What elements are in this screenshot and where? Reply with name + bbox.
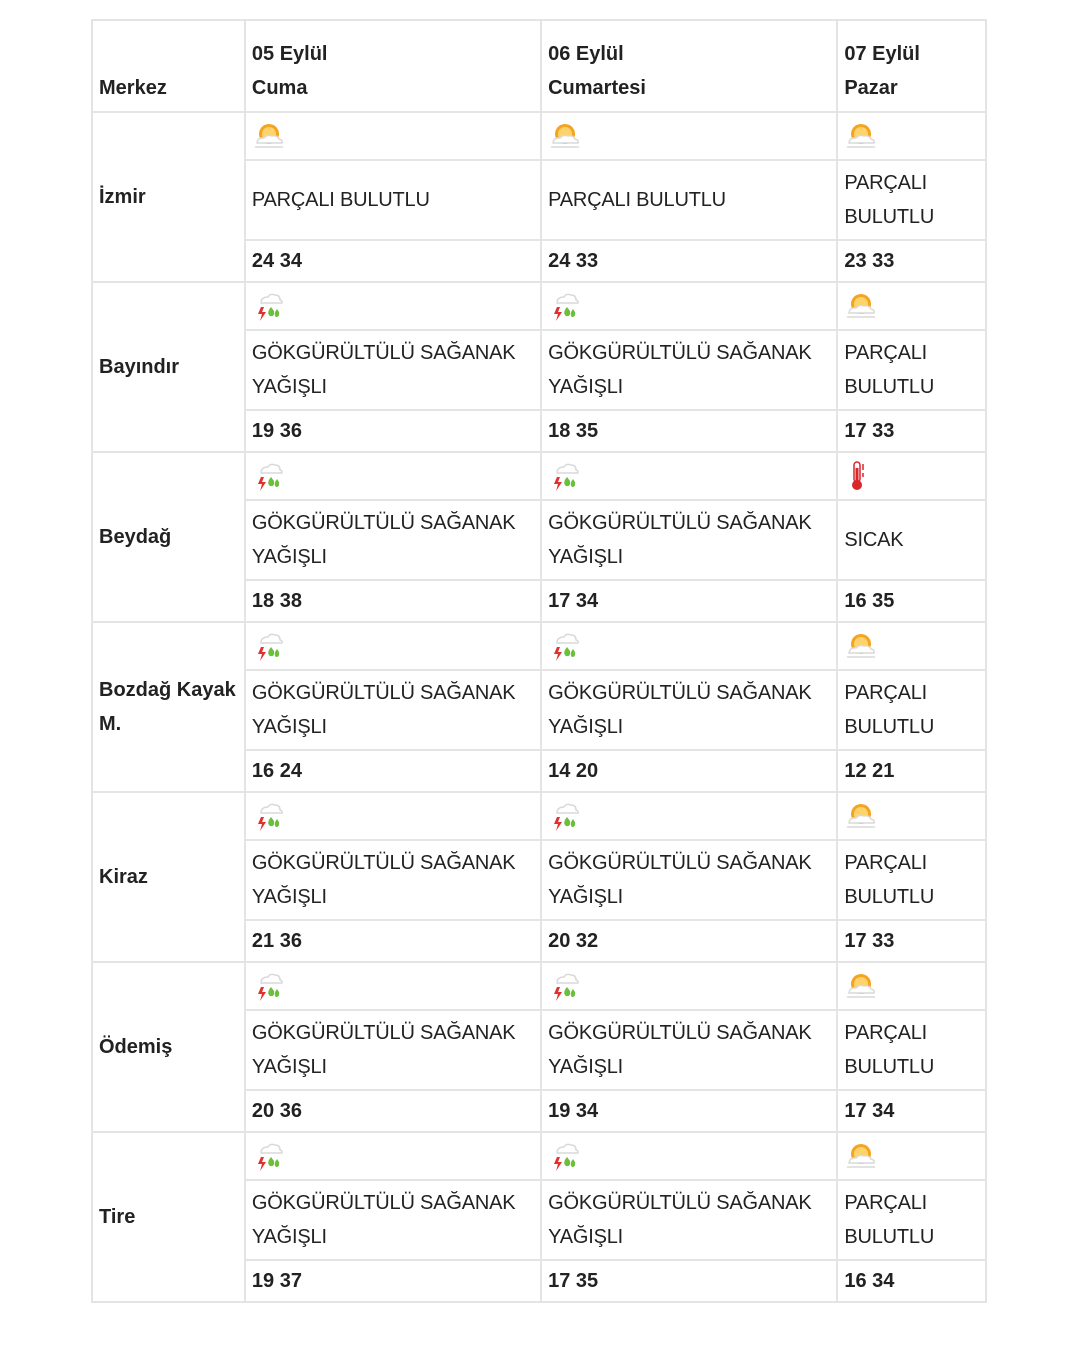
- thunderstorm-icon: [548, 969, 582, 1003]
- weather-description: PARÇALI BULUTLU: [837, 160, 986, 240]
- thunderstorm-icon: [252, 629, 286, 663]
- weather-icon-cell: [541, 962, 837, 1010]
- weather-icon-cell: [541, 282, 837, 330]
- temperature-range: 16 24: [245, 750, 541, 792]
- weather-description: PARÇALI BULUTLU: [245, 160, 541, 240]
- forecast-table: [91, 19, 987, 1303]
- weather-description: GÖKGÜRÜLTÜLÜ SAĞANAK YAĞIŞLI: [541, 330, 837, 410]
- city-name: Tire: [92, 1132, 245, 1302]
- weather-icon-cell: [245, 1132, 541, 1180]
- day-weekday: Pazar: [844, 77, 898, 99]
- weather-description: PARÇALI BULUTLU: [837, 670, 986, 750]
- weather-icon-cell: [541, 792, 837, 840]
- weather-description: PARÇALI BULUTLU: [837, 330, 986, 410]
- weather-description: GÖKGÜRÜLTÜLÜ SAĞANAK YAĞIŞLI: [245, 500, 541, 580]
- weather-icon-cell: [837, 452, 986, 500]
- forecast-icon-row: [92, 1132, 986, 1180]
- temperature-range: 24 33: [541, 240, 837, 282]
- thunderstorm-icon: [252, 1139, 286, 1173]
- temperature-range: 16 35: [837, 580, 986, 622]
- weather-icon-cell: [245, 452, 541, 500]
- weather-description: SICAK: [837, 500, 986, 580]
- temperature-range: 23 33: [837, 240, 986, 282]
- weather-icon-cell: [541, 622, 837, 670]
- weather-icon-cell: [245, 622, 541, 670]
- weather-description: GÖKGÜRÜLTÜLÜ SAĞANAK YAĞIŞLI: [245, 1180, 541, 1260]
- thunderstorm-icon: [252, 969, 286, 1003]
- weather-description: PARÇALI BULUTLU: [837, 840, 986, 920]
- weather-icon-cell: [837, 622, 986, 670]
- weather-description: GÖKGÜRÜLTÜLÜ SAĞANAK YAĞIŞLI: [541, 1180, 837, 1260]
- thunderstorm-icon: [252, 459, 286, 493]
- temperature-range: 16 34: [837, 1260, 986, 1302]
- temperature-range: 20 32: [541, 920, 837, 962]
- day-weekday: Cumartesi: [548, 77, 646, 99]
- weather-description: GÖKGÜRÜLTÜLÜ SAĞANAK YAĞIŞLI: [245, 840, 541, 920]
- weather-description: PARÇALI BULUTLU: [837, 1180, 986, 1260]
- partly-cloudy-icon: [844, 629, 878, 663]
- weather-icon-cell: [837, 1132, 986, 1180]
- temperature-range: 18 38: [245, 580, 541, 622]
- thunderstorm-icon: [548, 289, 582, 323]
- day-date: 05 Eylül: [251, 43, 328, 65]
- weather-icon-cell: [541, 112, 837, 160]
- partly-cloudy-icon: [844, 119, 878, 153]
- temperature-range: 20 36: [245, 1090, 541, 1132]
- temperature-range: 24 34: [245, 240, 541, 282]
- forecast-icon-row: [92, 622, 986, 670]
- weather-icon-cell: [245, 792, 541, 840]
- forecast-body: [92, 112, 986, 1302]
- city-column-header: Merkez: [92, 20, 245, 112]
- weather-icon-cell: [541, 1132, 837, 1180]
- weather-description: PARÇALI BULUTLU: [837, 1010, 986, 1090]
- weather-icon-cell: [541, 452, 837, 500]
- partly-cloudy-icon: [844, 799, 878, 833]
- weather-description: GÖKGÜRÜLTÜLÜ SAĞANAK YAĞIŞLI: [541, 500, 837, 580]
- weather-icon-cell: [245, 282, 541, 330]
- temperature-range: 17 34: [541, 580, 837, 622]
- forecast-icon-row: [92, 962, 986, 1010]
- city-name: Beydağ: [92, 452, 245, 622]
- temperature-range: 19 34: [541, 1090, 837, 1132]
- weather-icon-cell: [837, 792, 986, 840]
- hot-thermometer-icon: [844, 459, 878, 493]
- day-date: 07 Eylül: [844, 43, 920, 65]
- temperature-range: 17 35: [541, 1260, 837, 1302]
- weather-icon-cell: [245, 962, 541, 1010]
- partly-cloudy-icon: [252, 119, 286, 153]
- temperature-range: 19 36: [245, 410, 541, 452]
- weather-icon-cell: [837, 112, 986, 160]
- temperature-range: 18 35: [541, 410, 837, 452]
- partly-cloudy-icon: [844, 289, 878, 323]
- city-name: Ödemiş: [92, 962, 245, 1132]
- weather-description: GÖKGÜRÜLTÜLÜ SAĞANAK YAĞIŞLI: [541, 670, 837, 750]
- weather-description: GÖKGÜRÜLTÜLÜ SAĞANAK YAĞIŞLI: [245, 670, 541, 750]
- thunderstorm-icon: [548, 459, 582, 493]
- city-name: Bayındır: [92, 282, 245, 452]
- weather-icon-cell: [837, 962, 986, 1010]
- city-name: Kiraz: [92, 792, 245, 962]
- city-name: İzmir: [92, 112, 245, 282]
- temperature-range: 19 37: [245, 1260, 541, 1302]
- day-date: 06 Eylül: [548, 43, 624, 65]
- weather-description: GÖKGÜRÜLTÜLÜ SAĞANAK YAĞIŞLI: [541, 840, 837, 920]
- weather-icon-cell: [245, 112, 541, 160]
- partly-cloudy-icon: [548, 119, 582, 153]
- partly-cloudy-icon: [844, 969, 878, 1003]
- thunderstorm-icon: [548, 799, 582, 833]
- weather-description: PARÇALI BULUTLU: [541, 160, 837, 240]
- temperature-range: 17 33: [837, 410, 986, 452]
- thunderstorm-icon: [548, 629, 582, 663]
- thunderstorm-icon: [548, 1139, 582, 1173]
- thunderstorm-icon: [252, 799, 286, 833]
- forecast-icon-row: [92, 112, 986, 160]
- forecast-icon-row: [92, 282, 986, 330]
- temperature-range: 17 33: [837, 920, 986, 962]
- day-column-header: [837, 20, 986, 112]
- temperature-range: 21 36: [245, 920, 541, 962]
- forecast-icon-row: [92, 792, 986, 840]
- day-column-header: [541, 20, 837, 112]
- weather-description: GÖKGÜRÜLTÜLÜ SAĞANAK YAĞIŞLI: [541, 1010, 837, 1090]
- header-row: [92, 20, 986, 112]
- temperature-range: 17 34: [837, 1090, 986, 1132]
- temperature-range: 14 20: [541, 750, 837, 792]
- city-name: Bozdağ Kayak M.: [92, 622, 245, 792]
- temperature-range: 12 21: [837, 750, 986, 792]
- thunderstorm-icon: [252, 289, 286, 323]
- forecast-icon-row: [92, 452, 986, 500]
- weather-icon-cell: [837, 282, 986, 330]
- forecast-table-container: [91, 19, 987, 1303]
- partly-cloudy-icon: [844, 1139, 878, 1173]
- day-weekday: Cuma: [251, 77, 308, 99]
- weather-description: GÖKGÜRÜLTÜLÜ SAĞANAK YAĞIŞLI: [245, 330, 541, 410]
- weather-description: GÖKGÜRÜLTÜLÜ SAĞANAK YAĞIŞLI: [245, 1010, 541, 1090]
- day-column-header: [245, 20, 541, 112]
